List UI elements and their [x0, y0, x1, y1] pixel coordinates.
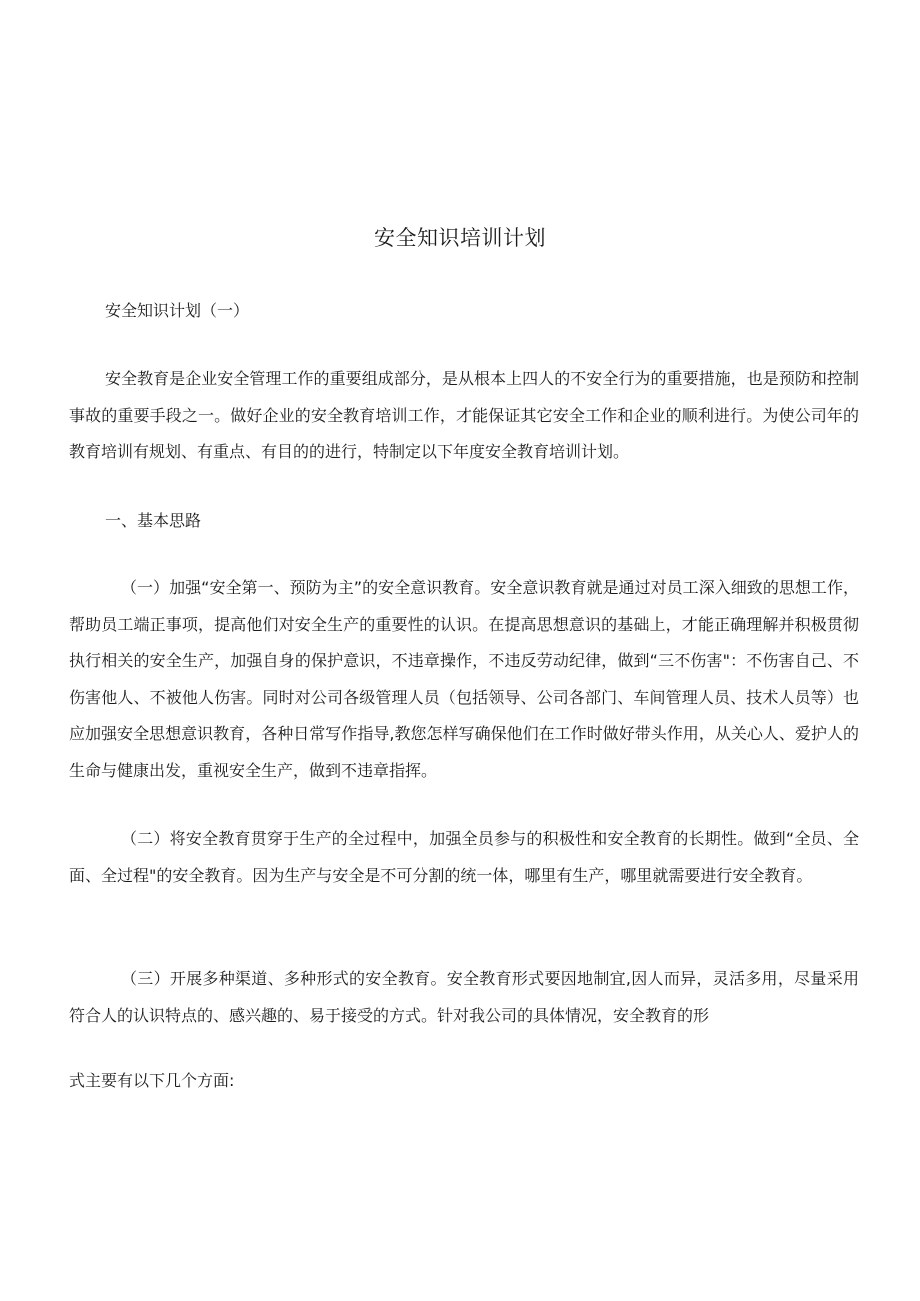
document-subtitle: 安全知识计划（一） — [105, 301, 250, 320]
item-3-paragraph: （三）开展多种渠道、多种形式的安全教育。安全教育形式要因地制宜,因人而异，灵活多用，尽量采用符合人的认识特点的、感兴趣的、易于接受的方式。针对我公司的具体情况，安全教育的形 — [69, 969, 859, 1025]
section-heading-basic-ideas: 一、基本思路 — [105, 511, 202, 530]
item-1-paragraph: （一）加强“安全第一、预防为主”的安全意识教育。安全意识教育就是通过对员工深入细致的思想工作，帮助员工端正事项，提高他们对安全生产的重要性的认识。在提高思想意识的基础上，才能正确理解并积极贯彻执行相关的安全生产，加强自身的保护意识，不违章操作，不违反劳动纪律，做到“三不伤害"：不伤害自己、不伤害他人、不被他人伤害。同时对公司各级管理人员（包括领导、公司各部门、车间管理人员、技术人员等）也应加强安全思想意识教育，各种日常写作指导,教您怎样写确保他们在工作时做好带头作用，从关心人、爱护人的生命与健康出发，重视安全生产，做到不违章指挥。 — [69, 578, 859, 780]
document-title: 安全知识培训计划 — [374, 226, 546, 250]
item-3-continuation: 式主要有以下几个方面: — [69, 1071, 235, 1090]
item-2-paragraph: （二）将安全教育贯穿于生产的全过程中，加强全员参与的积极性和安全教育的长期性。做到“全员、全面、全过程"的安全教育。因为生产与安全是不可分割的统一体，哪里有生产，哪里就需要进行安全教育。 — [69, 829, 859, 885]
intro-paragraph: 安全教育是企业安全管理工作的重要组成部分，是从根本上四人的不安全行为的重要措施，也是预防和控制事故的重要手段之一。做好企业的安全教育培训工作，才能保证其它安全工作和企业的顺利进行。为使公司年的教育培训有规划、有重点、有目的的进行，特制定以下年度安全教育培训计划。 — [69, 369, 859, 461]
